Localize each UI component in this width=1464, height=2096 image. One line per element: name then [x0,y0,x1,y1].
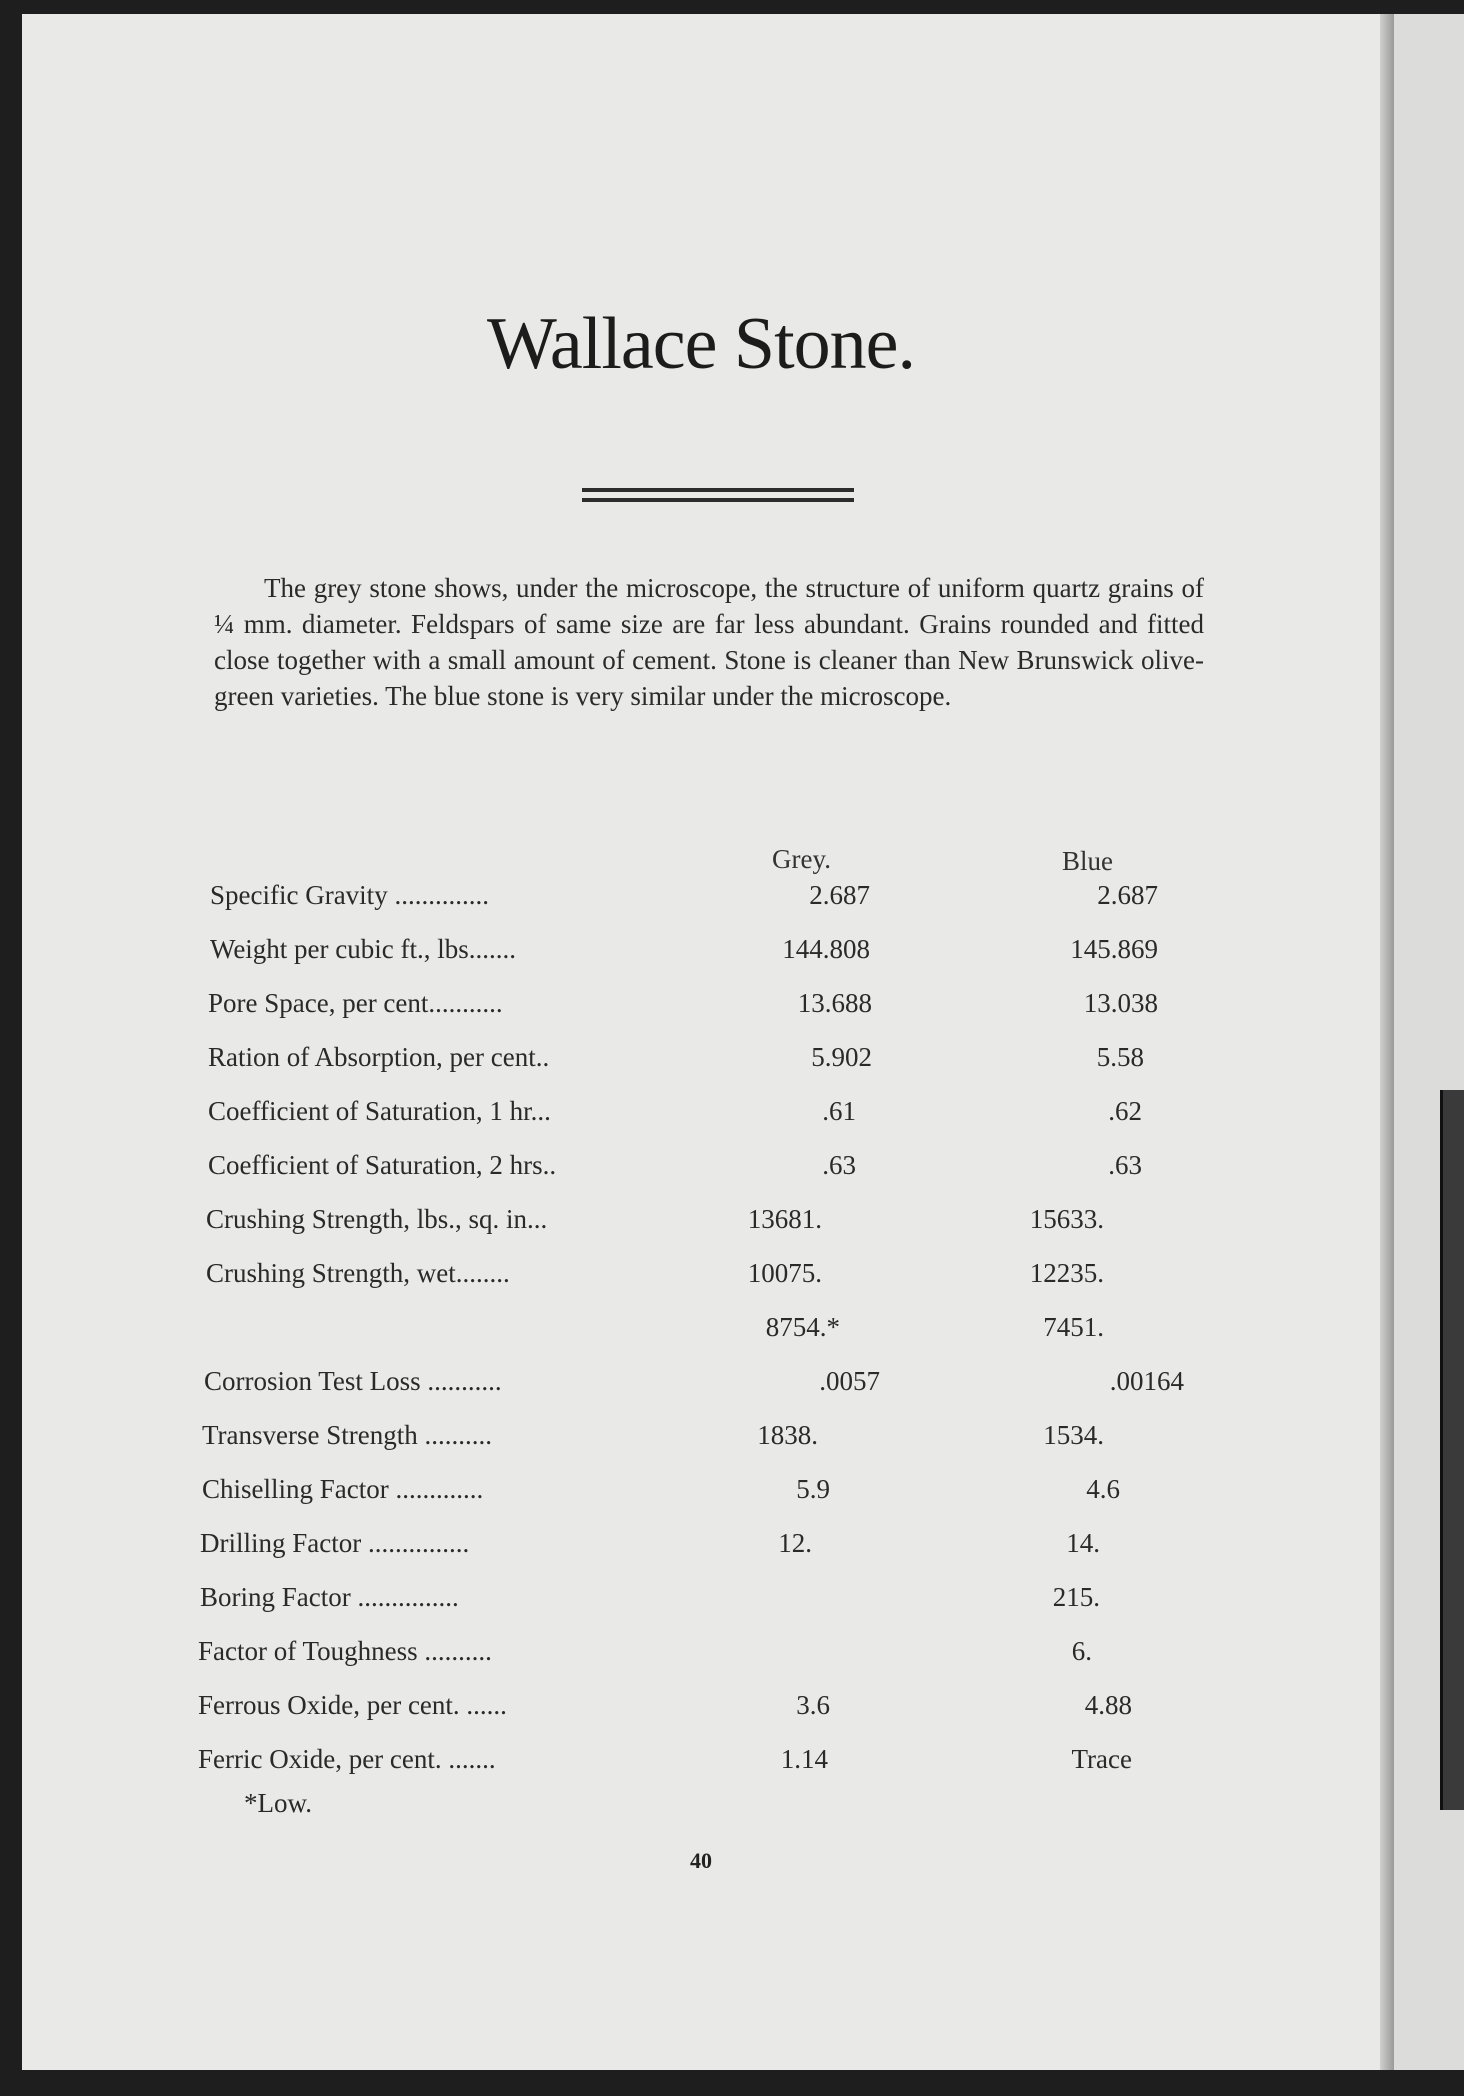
property-label: Transverse Strength .......... [202,1420,492,1450]
property-label: Coefficient of Saturation, 2 hrs.. [208,1150,557,1180]
grey-value: 13681. [747,1204,822,1234]
grey-value: .63 [822,1150,856,1180]
property-label: Coefficient of Saturation, 1 hr... [208,1096,551,1126]
table-row [22,988,1380,1028]
table-row [22,1204,1380,1244]
property-label: Specific Gravity .............. [210,880,489,910]
intro-paragraph: The grey stone shows, under the microscope, the structure of uniform quartz grains of ¼ mm. diameter. Feldspars of same size are far less abundant. Grains rounded and fitted close together with a small amount of cement. Stone is cleaner than New Brunswick olive-green varieties. The blue stone is very similar under the microscope. [214,573,1204,711]
grey-value: .61 [822,1096,856,1126]
blue-value: 6. [1071,1636,1092,1666]
blue-value: 13.038 [1083,988,1158,1018]
property-label: Weight per cubic ft., lbs....... [210,934,517,964]
page-number: 40 [690,1848,712,1873]
blue-value: 5.58 [1096,1042,1144,1072]
grey-value: 1.14 [780,1744,828,1774]
column-header-blue: Blue [1062,846,1113,876]
grey-value: 12. [778,1528,812,1558]
adjacent-page-photo [1440,1090,1464,1810]
title-rule-top [582,488,854,492]
blue-value: 4.88 [1084,1690,1132,1720]
property-label: Chiselling Factor ............. [202,1474,484,1504]
table-row [22,1582,1380,1622]
property-label: Crushing Strength, lbs., sq. in... [206,1204,548,1234]
blue-value: 2.687 [1097,880,1158,910]
property-label: Corrosion Test Loss ........... [204,1366,502,1396]
grey-value: 144.808 [782,934,870,964]
blue-value: Trace [1071,1744,1132,1774]
title-rule-bottom [582,498,854,502]
property-label: Ration of Absorption, per cent.. [208,1042,550,1072]
grey-value: 5.902 [811,1042,872,1072]
table-row [22,1366,1380,1406]
table-row [22,1474,1380,1514]
table-row [22,1744,1380,1784]
grey-value: 13.688 [797,988,872,1018]
grey-value: 10075. [747,1258,822,1288]
table-row [22,1312,1380,1352]
blue-value: 215. [1052,1582,1100,1612]
blue-value: 12235. [1029,1258,1104,1288]
grey-value: 2.687 [809,880,870,910]
property-label: Ferric Oxide, per cent. ....... [198,1744,496,1774]
property-label: Drilling Factor ............... [200,1528,470,1558]
blue-value: 145.869 [1070,934,1158,964]
blue-value: 14. [1066,1528,1100,1558]
table-row [22,880,1380,920]
property-label: Boring Factor ............... [200,1582,459,1612]
grey-value: 3.6 [796,1690,830,1720]
column-header-grey: Grey. [772,844,831,874]
table-row [22,1150,1380,1190]
blue-value: .63 [1108,1150,1142,1180]
blue-value: 1534. [1043,1420,1104,1450]
property-label: Ferrous Oxide, per cent. ...... [198,1690,507,1720]
table-row [22,934,1380,974]
grey-value: .0057 [819,1366,880,1396]
property-label: Pore Space, per cent........... [208,988,503,1018]
table-row [22,1042,1380,1082]
table-row [22,1690,1380,1730]
grey-value: 8754.* [765,1312,840,1342]
table-row [22,1420,1380,1460]
table-row [22,1528,1380,1568]
book-spine [1380,14,1394,2070]
blue-value: 7451. [1043,1312,1104,1342]
blue-value: .00164 [1109,1366,1184,1396]
table-row [22,1636,1380,1676]
page-title: Wallace Stone. [487,303,915,385]
table-row [22,1258,1380,1298]
blue-value: 15633. [1029,1204,1104,1234]
property-label: Crushing Strength, wet........ [206,1258,510,1288]
book-page [22,14,1380,2070]
grey-value: 5.9 [796,1474,830,1504]
blue-value: .62 [1108,1096,1142,1126]
grey-value: 1838. [757,1420,818,1450]
property-label: Factor of Toughness .......... [198,1636,492,1666]
blue-value: 4.6 [1086,1474,1120,1504]
table-row [22,1096,1380,1136]
footnote: *Low. [244,1788,312,1818]
